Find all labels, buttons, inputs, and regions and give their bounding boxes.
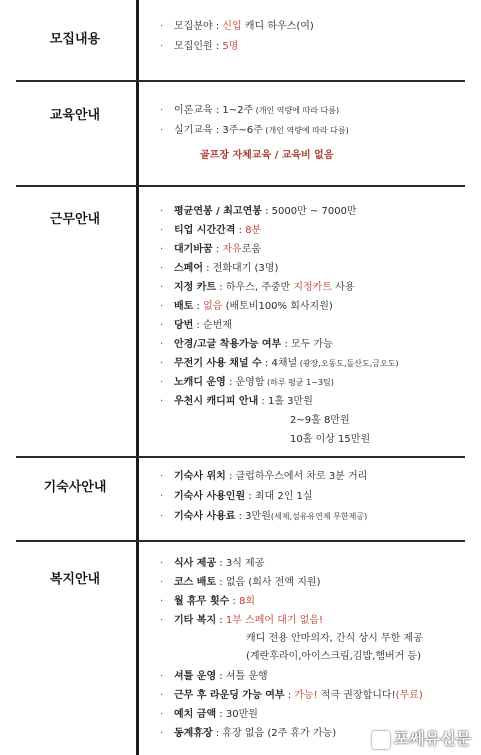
dorm-row: · 기숙사 사용인원 : 최대 2인 1실: [160, 491, 313, 502]
work-row: · 평균연봉 / 최고연봉 : 5000만 ~ 7000만: [160, 206, 357, 217]
recruit-field-row: · 모집분야 : 신입 캐디 하우스(여): [160, 21, 314, 32]
divider: [16, 185, 465, 187]
divider: [16, 540, 465, 542]
section-label-dorm: 기숙사안내: [43, 480, 107, 495]
dorm-row: · 기숙사 사용료 : 3만원(세제,섬유유연제 무한제공): [160, 511, 368, 522]
work-rain-line2: 2~9홀 8만원: [290, 415, 350, 426]
section-label-work: 근무안내: [49, 212, 101, 227]
divider: [16, 80, 465, 82]
work-row: · 안경/고글 착용가능 여부 : 모두 가능: [160, 339, 333, 350]
welfare-etc-line2: 캐디 전용 안마의자, 간식 상시 무한 제공: [246, 633, 423, 644]
section-label-welfare: 복지안내: [49, 572, 101, 587]
work-row: · 우천시 캐디피 안내 : 1홀 3만원: [160, 396, 313, 407]
edu-theory-row: · 이론교육 : 1~2주 (개인 역량에 따라 다름): [160, 105, 340, 116]
work-row: · 배토 : 없음 (배토비100% 회사지원): [160, 301, 333, 312]
work-rain-line3: 10홀 이상 15만원: [290, 434, 371, 445]
welfare-row: · 월 휴무 횟수 : 8회: [160, 596, 256, 607]
column-divider: [136, 0, 139, 755]
welfare-row: · 코스 배토 : 없음 (회사 전액 지원): [160, 577, 321, 588]
welfare-row: · 기타 복지 : 1부 스페어 대기 없음!: [160, 615, 324, 626]
work-row: · 노캐디 운영 : 운영함 (하루 평균 1~3팀): [160, 377, 334, 388]
work-row: · 대기바꿈 : 자유로움: [160, 244, 262, 255]
work-row: · 스페어 : 전화대기 (3명): [160, 263, 279, 274]
welfare-row: · 동계휴장 : 휴장 없음 (2주 휴가 가능): [160, 728, 337, 739]
work-row: · 무전기 사용 채널 수 : 4채널 (광장,오동도,돌산도,금오도): [160, 358, 399, 369]
dorm-row: · 기숙사 위치 : 클럽하우스에서 차로 3분 거리: [160, 471, 368, 482]
welfare-row: · 식사 제공 : 3식 제공: [160, 558, 265, 569]
work-row: · 지정 카트 : 하우스, 주중반 지정카트 사용: [160, 282, 355, 293]
welfare-row: · 근무 후 라운딩 가능 여부 : 가능! 적극 권장합니다!(무료): [160, 690, 423, 701]
watermark-logo: 포쎄유신문: [372, 726, 471, 749]
work-row: · 티업 시간간격 : 8분: [160, 225, 262, 236]
newspaper-icon: [372, 731, 390, 749]
recruit-count-row: · 모집인원 : 5명: [160, 41, 239, 52]
edu-practice-row: · 실기교육 : 3주~6주 (개인 역량에 따라 다름): [160, 125, 349, 136]
edu-notice: 골프장 자체교육 / 교육비 없음: [200, 150, 334, 161]
divider: [16, 456, 465, 458]
welfare-row: · 예치 금액 : 30만원: [160, 709, 258, 720]
section-label-recruit: 모집내용: [49, 32, 101, 47]
welfare-row: · 셔틀 운영 : 셔틀 운행: [160, 671, 268, 682]
section-label-edu: 교육안내: [49, 108, 101, 123]
welfare-etc-line3: (계란후라이,아이스크림,김밥,햄버거 등): [246, 651, 422, 662]
work-row: · 당번 : 순번제: [160, 320, 233, 331]
